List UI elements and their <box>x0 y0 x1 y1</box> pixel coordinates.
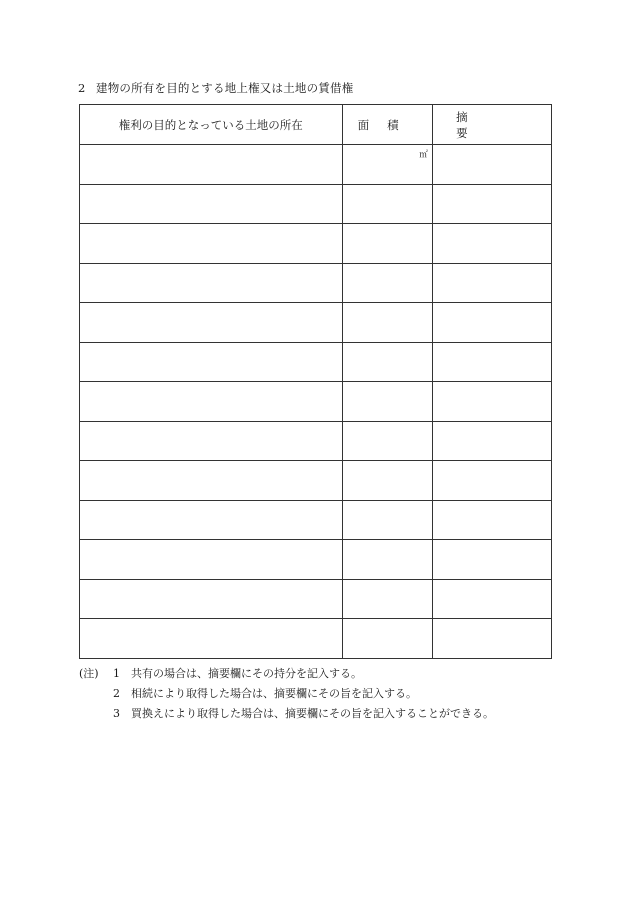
area-cell[interactable] <box>342 263 432 303</box>
location-cell[interactable] <box>80 145 343 185</box>
location-cell[interactable] <box>80 500 343 540</box>
table-row <box>80 421 552 461</box>
note-item-2 <box>79 684 494 704</box>
location-cell[interactable] <box>80 342 343 382</box>
note-cell[interactable] <box>432 224 551 264</box>
note-cell[interactable] <box>432 184 551 224</box>
area-cell[interactable] <box>342 540 432 580</box>
location-cell[interactable] <box>80 184 343 224</box>
area-cell[interactable] <box>342 184 432 224</box>
note-cell[interactable] <box>432 579 551 619</box>
header-location: 権利の目的となっている土地の所在 <box>80 105 343 145</box>
table-row <box>80 619 552 659</box>
area-cell[interactable] <box>342 303 432 343</box>
area-cell[interactable] <box>342 224 432 264</box>
location-cell[interactable] <box>80 224 343 264</box>
table-row <box>80 579 552 619</box>
area-cell[interactable] <box>342 579 432 619</box>
note-number: 2 <box>113 687 120 700</box>
table-row <box>80 145 552 185</box>
table-row <box>80 461 552 501</box>
header-note: 摘要 <box>432 105 551 145</box>
note-cell[interactable] <box>432 619 551 659</box>
table-row <box>80 184 552 224</box>
location-cell[interactable] <box>80 263 343 303</box>
table-row <box>80 382 552 422</box>
note-number: 1 <box>113 667 120 680</box>
note-text: 買換えにより取得した場合は、摘要欄にその旨を記入することができる。 <box>131 707 494 720</box>
location-cell[interactable] <box>80 421 343 461</box>
note-text: 相続により取得した場合は、摘要欄にその旨を記入する。 <box>131 687 417 700</box>
table-row <box>80 263 552 303</box>
note-item-1 <box>79 664 494 684</box>
table-row <box>80 303 552 343</box>
note-cell[interactable] <box>432 500 551 540</box>
area-cell[interactable] <box>342 461 432 501</box>
area-unit: ㎡ <box>419 150 428 160</box>
area-cell[interactable] <box>342 500 432 540</box>
note-number: 3 <box>113 707 120 720</box>
note-cell[interactable] <box>432 461 551 501</box>
notes-section <box>79 664 494 724</box>
land-rights-table <box>79 104 552 659</box>
table-row <box>80 224 552 264</box>
note-text: 共有の場合は、摘要欄にその持分を記入する。 <box>131 667 362 680</box>
note-item-3 <box>79 704 494 724</box>
note-cell[interactable] <box>432 303 551 343</box>
table-row <box>80 500 552 540</box>
area-cell[interactable] <box>342 382 432 422</box>
note-cell[interactable] <box>432 145 551 185</box>
table-row <box>80 342 552 382</box>
note-cell[interactable] <box>432 382 551 422</box>
location-cell[interactable] <box>80 540 343 580</box>
location-cell[interactable] <box>80 461 343 501</box>
area-cell[interactable] <box>342 421 432 461</box>
area-cell[interactable] <box>342 145 432 185</box>
area-cell[interactable] <box>342 619 432 659</box>
note-cell[interactable] <box>432 342 551 382</box>
notes-prefix: (注) <box>79 667 99 680</box>
location-cell[interactable] <box>80 579 343 619</box>
table-row <box>80 540 552 580</box>
table-header-row <box>80 105 552 145</box>
note-cell[interactable] <box>432 263 551 303</box>
note-cell[interactable] <box>432 540 551 580</box>
section-title: 建物の所有を目的とする地上権又は土地の賃借権 <box>96 81 354 95</box>
header-area: 面積 <box>342 105 432 145</box>
section-heading <box>78 80 353 96</box>
note-cell[interactable] <box>432 421 551 461</box>
location-cell[interactable] <box>80 382 343 422</box>
section-number: 2 <box>78 81 86 95</box>
location-cell[interactable] <box>80 303 343 343</box>
location-cell[interactable] <box>80 619 343 659</box>
area-cell[interactable] <box>342 342 432 382</box>
